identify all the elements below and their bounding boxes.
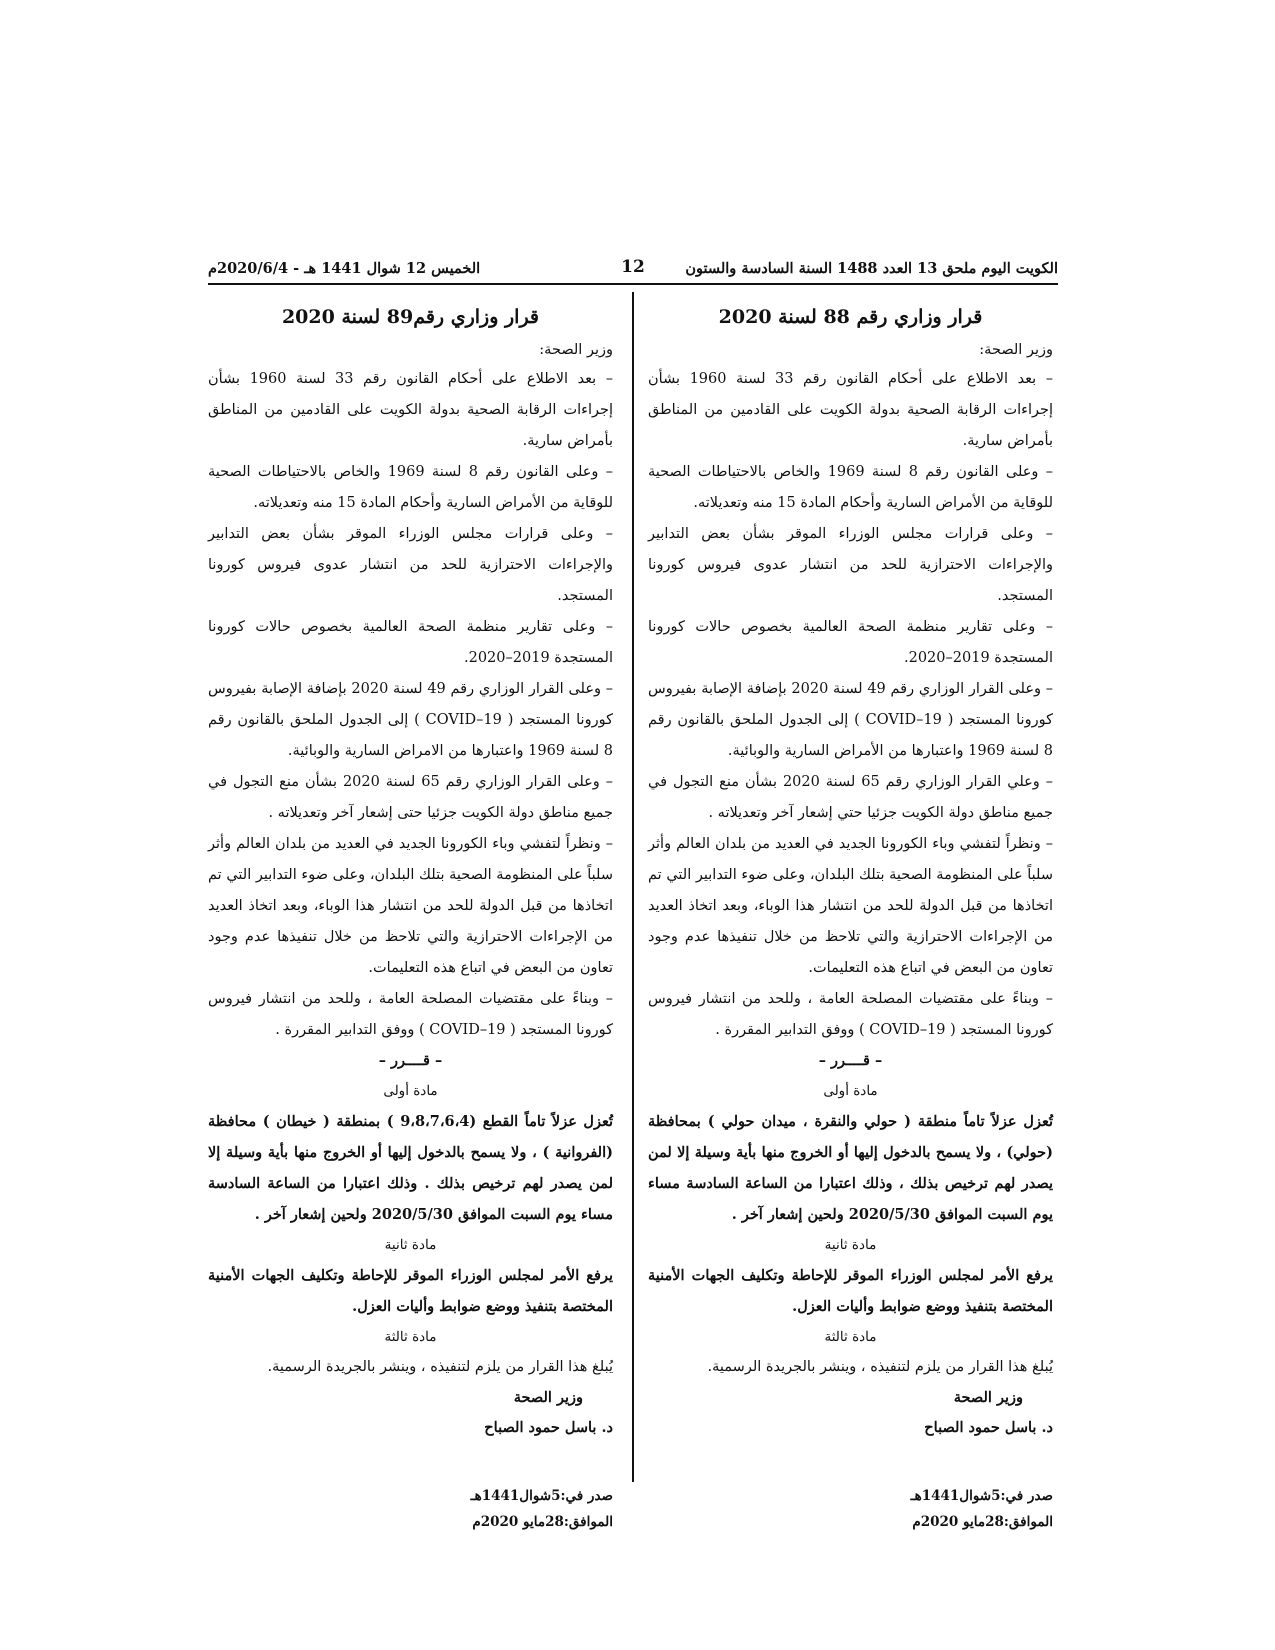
- decree-89-preamble-5: – وعلى القرار الوزاري رقم 49 لسنة 2020 بإضافة الإصابة بفيروس كورونا المستجد ( COVID–19 ) إلى الجدول الملحق بالقانون رقم 8 لسنة 1969 واعتبارها من الامراض السارية والوبائية.: [208, 681, 613, 759]
- decree-88-signer-title: وزير الصحة: [953, 1389, 1023, 1406]
- decree-88-article-1-title: مادة أولى: [823, 1083, 878, 1099]
- decree-88-article-2-title: مادة ثانية: [824, 1237, 877, 1253]
- decree-89-preamble-7: – ونظراً لتفشي وباء الكورونا الجديد في العديد من بلدان العالم وأثر سلباً على المنظومة الصحية بتلك البلدان، وعلى ضوء التدابير التي تم اتخاذها من قبل الدولة للحد من انتشار هذا الوباء، وبعد اتخاذ العديد من الإجراءات الاحترازية والتي تلاحظ من خلال تنفيذها عدم وجود تعاون من البعض في اتباع هذه التعليمات.: [208, 836, 613, 976]
- decree-88-article-1-text: تُعزل عزلاً تاماً منطقة ( حولي والنقرة ، ميدان حولي ) بمحافظة (حولي) ، ولا يسمح بالدخول إليها أو الخروج منها بأية وسيلة إلا لمن يصدر لهم ترخيص بذلك ، وذلك اعتبارا من الساعة السادسة مساء يوم السبت الموافق 2020/5/30 ولحين إشعار آخر .: [648, 1113, 1053, 1223]
- decree-88-issuer: وزير الصحة:: [979, 342, 1053, 358]
- decree-88-signer-name: د. باسل حمود الصباح: [924, 1419, 1053, 1436]
- decree-88-preamble-8: – وبناءً على مقتضيات المصلحة العامة ، وللحد من انتشار فيروس كورونا المستجد ( COVID–19 ) ووفق التدابير المقررة .: [648, 991, 1053, 1038]
- decree-89-decided: – قــــرر –: [378, 1052, 443, 1069]
- decree-88-preamble-7: – ونظراً لتفشي وباء الكورونا الجديد في العديد من بلدان العالم وأثر سلباً على المنظومة الصحية بتلك البلدان، وعلى ضوء التدابير التي تم اتخاذها من قبل الدولة للحد من انتشار هذا الوباء، وبعد اتخاذ العديد من الإجراءات الاحترازية والتي تلاحظ من خلال تنفيذها عدم وجود تعاون من البعض في اتباع هذه التعليمات.: [648, 836, 1053, 976]
- decree-88-preamble-6: – وعلي القرار الوزاري رقم 65 لسنة 2020 بشأن منع التجول في جميع مناطق دولة الكويت جزئيا حتي إشعار آخر وتعديلاته .: [648, 774, 1053, 821]
- decree-89-signer-title: وزير الصحة: [513, 1389, 583, 1406]
- decree-88-article-3-title: مادة ثالثة: [824, 1329, 877, 1345]
- decree-89-article-3-text: يُبلغ هذا القرار من يلزم لتنفيذه ، وينشر بالجريدة الرسمية.: [267, 1359, 613, 1375]
- decree-88-preamble-4: – وعلى تقارير منظمة الصحة العالمية بخصوص حالات كورونا المستجدة 2019–2020.: [648, 619, 1053, 666]
- decree-89-preamble-1: – بعد الاطلاع على أحكام القانون رقم 33 لسنة 1960 بشأن إجراءات الرقابة الصحية بدولة الكويت على القادمين من المناطق بأمراض سارية.: [208, 371, 613, 449]
- decree-88-preamble-2: – وعلى القانون رقم 8 لسنة 1969 والخاص بالاحتياطات الصحية للوقاية من الأمراض السارية وأحكام المادة 15 منه وتعديلاته.: [648, 464, 1053, 511]
- decree-89-article-1-text: تُعزل عزلاً تاماً القطع (9،8،7،6،4 ) بمنطقة ( خيطان ) محافظة (الفروانية ) ، ولا يسمح بالدخول إليها أو الخروج منها بأية وسيلة إلا لمن يصدر لهم ترخيص بذلك . وذلك اعتبارا من الساعة السادسة مساء يوم السبت الموافق 2020/5/30 ولحين إشعار آخر .: [208, 1113, 613, 1223]
- decree-89-issued-hijri: صدر في:5شوال1441هـ: [470, 1488, 613, 1504]
- decree-88-title: قرار وزاري رقم 88 لسنة 2020: [718, 306, 983, 328]
- header-publication: الكويت اليوم ملحق 13 العدد 1488 السنة السادسة والستون: [685, 260, 1058, 277]
- decree-89-issued-gregorian: الموافق:28مايو 2020م: [472, 1514, 613, 1530]
- decree-88-column: [648, 300, 1053, 1535]
- decree-89-issuer: وزير الصحة:: [539, 342, 613, 358]
- page-number: 12: [621, 257, 645, 277]
- decree-88-issued: [648, 1483, 1053, 1535]
- decree-88-preamble-5: – وعلى القرار الوزاري رقم 49 لسنة 2020 بإضافة الإصابة بفيروس كورونا المستجد ( COVID–19 ) إلى الجدول الملحق بالقانون رقم 8 لسنة 1969 واعتبارها من الأمراض السارية والوبائية.: [648, 681, 1053, 759]
- decree-89-article-3-title: مادة ثالثة: [384, 1329, 437, 1345]
- header-rule: [208, 283, 1058, 285]
- decree-89-article-1-title: مادة أولى: [383, 1083, 438, 1099]
- decree-88-article-2-text: يرفع الأمر لمجلس الوزراء الموقر للإحاطة وتكليف الجهات الأمنية المختصة بتنفيذ ووضع ضوابط وأليات العزل.: [648, 1267, 1053, 1315]
- decree-88-preamble-3: – وعلى قرارات مجلس الوزراء الموقر بشأن بعض التدابير والإجراءات الاحترازية للحد من انتشار عدوى فيروس كورونا المستجد.: [648, 526, 1053, 604]
- decree-89-article-2-title: مادة ثانية: [384, 1237, 437, 1253]
- decree-89-preamble-2: – وعلى القانون رقم 8 لسنة 1969 والخاص بالاحتياطات الصحية للوقاية من الأمراض السارية وأحكام المادة 15 منه وتعديلاته.: [208, 464, 613, 511]
- decree-89-preamble-8: – وبناءً على مقتضيات المصلحة العامة ، وللحد من انتشار فيروس كورونا المستجد ( COVID–19 ) ووفق التدابير المقررة .: [208, 991, 613, 1038]
- running-header: [208, 256, 1058, 282]
- decree-88-issued-gregorian: الموافق:28مايو 2020م: [912, 1514, 1053, 1530]
- decree-88-issued-hijri: صدر في:5شوال1441هـ: [910, 1488, 1053, 1504]
- decree-88-preamble-1: – بعد الاطلاع على أحكام القانون رقم 33 لسنة 1960 بشأن إجراءات الرقابة الصحية بدولة الكويت على القادمين من المناطق بأمراض سارية.: [648, 371, 1053, 449]
- decree-88-decided: – قــــرر –: [818, 1052, 883, 1069]
- decree-89-title: قرار وزاري رقم89 لسنة 2020: [281, 306, 540, 328]
- decree-89-preamble-4: – وعلى تقارير منظمة الصحة العالمية بخصوص حالات كورونا المستجدة 2019–2020.: [208, 619, 613, 666]
- decree-89-preamble-3: – وعلى قرارات مجلس الوزراء الموقر بشأن بعض التدابير والإجراءات الاحترازية للحد من انتشار عدوى فيروس كورونا المستجد.: [208, 526, 613, 604]
- decree-89-signer-name: د. باسل حمود الصباح: [484, 1419, 613, 1436]
- column-divider: [632, 292, 634, 1482]
- decree-89-preamble-6: – وعلى القرار الوزاري رقم 65 لسنة 2020 بشأن منع التجول في جميع مناطق دولة الكويت جزئيا حتى إشعار آخر وتعديلاته .: [208, 774, 613, 821]
- header-date: الخميس 12 شوال 1441 هـ - 2020/6/4م: [208, 260, 481, 277]
- decree-89-article-2-text: يرفع الأمر لمجلس الوزراء الموقر للإحاطة وتكليف الجهات الأمنية المختصة بتنفيذ ووضع ضوابط وأليات العزل.: [208, 1267, 613, 1315]
- decree-88-article-3-text: يُبلغ هذا القرار من يلزم لتنفيذه ، وينشر بالجريدة الرسمية.: [707, 1359, 1053, 1375]
- decree-89-issued: [208, 1483, 613, 1535]
- decree-89-column: [208, 300, 613, 1535]
